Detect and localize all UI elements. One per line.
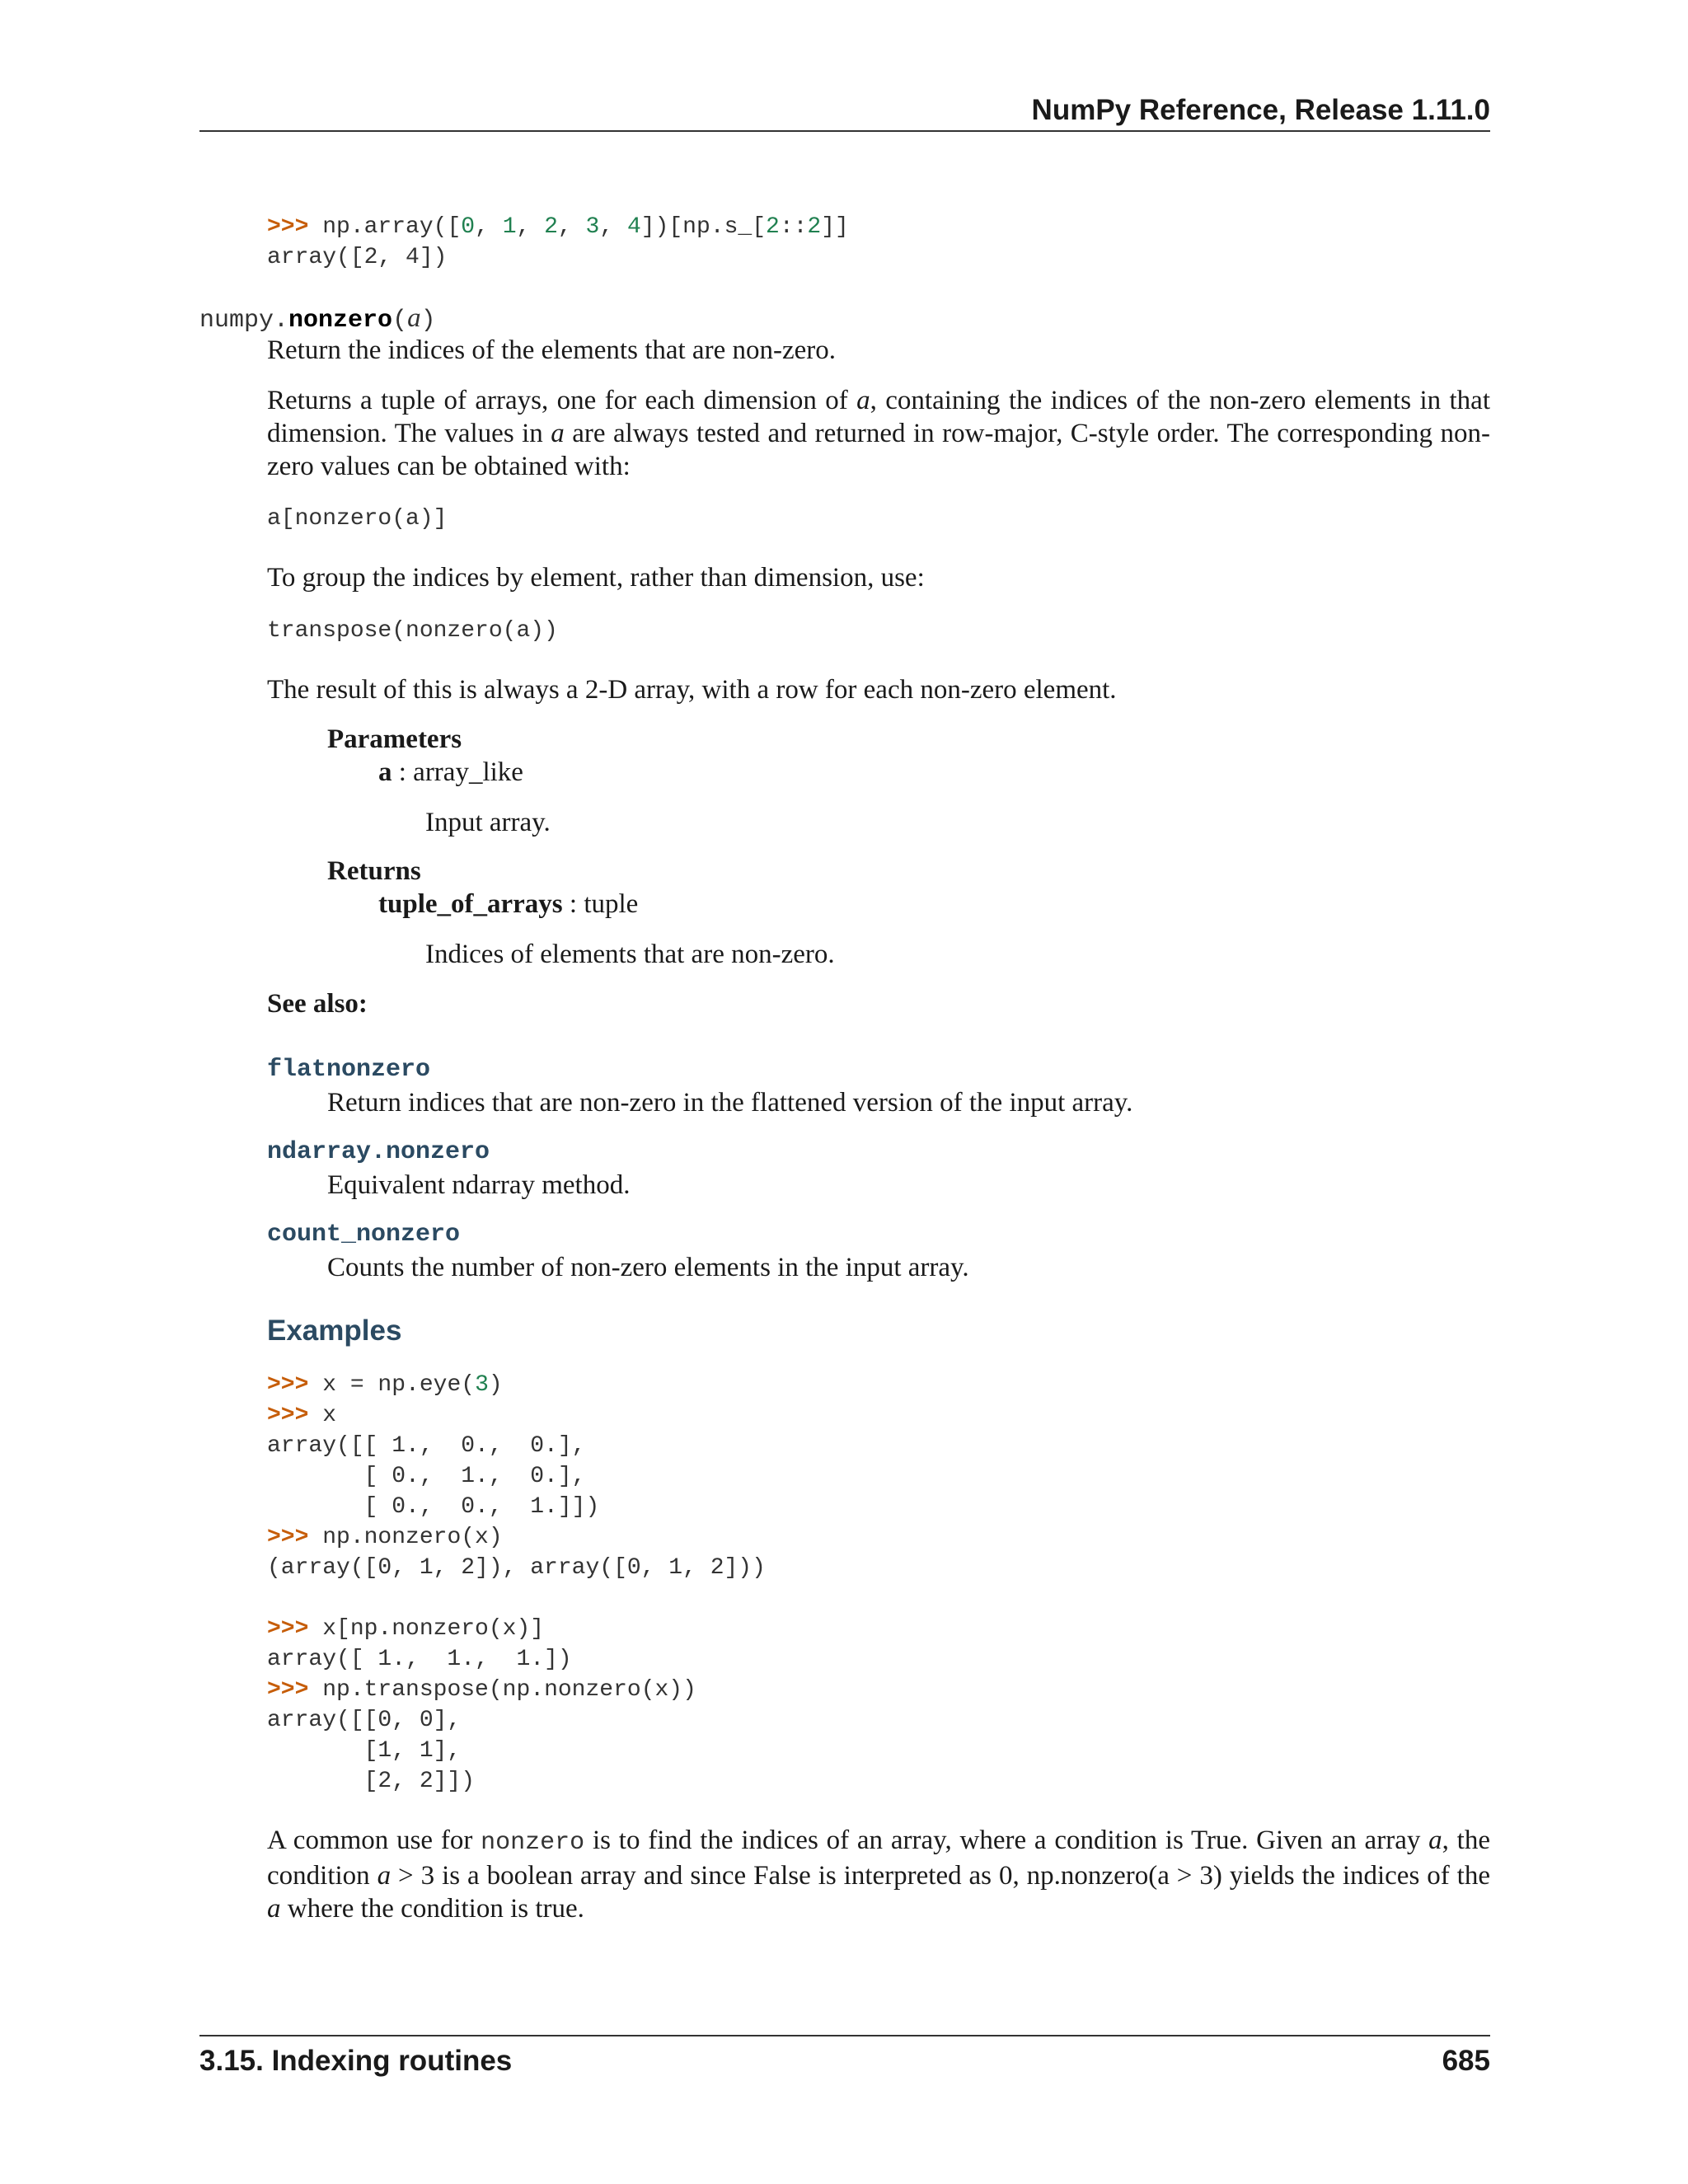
return-type: tuple xyxy=(584,889,639,919)
return-description: Indices of elements that are non-zero. xyxy=(425,940,835,969)
see-also-link-ndarray-nonzero[interactable]: ndarray.nonzero xyxy=(267,1138,490,1166)
code-nonzero-values: a[nonzero(a)] xyxy=(267,506,448,532)
returns-heading: Returns xyxy=(327,856,421,886)
page-number: 685 xyxy=(1442,2045,1490,2077)
see-also-heading: See also: xyxy=(267,989,368,1019)
return-name: tuple_of_arrays xyxy=(378,889,563,919)
function-signature: numpy.nonzero(a) xyxy=(199,303,436,335)
examples-code-block-2: >>> x[np.nonzero(x)] array([ 1., 1., 1.]) >>> np.transpose(np.nonzero(x)) array([[0, 0], [1, 1], [2, 2]]) xyxy=(267,1616,696,1794)
parameter-name: a xyxy=(378,757,392,787)
usage-paragraph: A common use for nonzero is to find the indices of an array, where a condition is True. Given an array a, the condition a > 3 is a boolean array and since False is interpreted as 0, np.nonzero(a > 3) yields the indices of the a where the condition is true. xyxy=(267,1825,1491,1924)
result-paragraph: The result of this is always a 2-D array, with a row for each non-zero element. xyxy=(267,675,1117,705)
top-code-block: >>> np.array([0, 1, 2, 3, 4])[np.s_[2::2]] array([2, 4]) xyxy=(267,214,849,270)
header-title: NumPy Reference, Release 1.11.0 xyxy=(1031,94,1490,126)
page-footer xyxy=(199,2035,1490,2077)
parameters-heading: Parameters xyxy=(327,724,462,754)
parameter-type: array_like xyxy=(413,757,523,787)
code-output: array([2, 4]) xyxy=(267,245,448,270)
function-name: nonzero xyxy=(288,307,393,335)
page-header xyxy=(199,89,1490,132)
code-prompt: >>> xyxy=(267,214,309,240)
footer-section: 3.15. Indexing routines xyxy=(199,2045,513,2077)
examples-code-block: >>> x = np.eye(3) >>> x array([[ 1., 0., 0.], [ 0., 1., 0.], [ 0., 0., 1.]]) >>> np.nonzero(x) (array([0, 1, 2]), array([0, 1, 2])) xyxy=(267,1372,766,1581)
description-paragraph: Returns a tuple of arrays, one for each dimension of a, containing the indices of the non-zero elements in that dimension. The values in a are always tested and returned in row-major, C-style order. The corresponding non-zero values can be obtained with: xyxy=(267,386,1490,481)
function-summary: Return the indices of the elements that are non-zero. xyxy=(267,335,836,365)
see-also-desc: Equivalent ndarray method. xyxy=(327,1170,631,1200)
function-arg: a xyxy=(407,303,421,333)
parameter-description: Input array. xyxy=(425,808,551,837)
inline-code: nonzero xyxy=(481,1829,585,1857)
examples-heading: Examples xyxy=(267,1315,402,1347)
see-also-link-count-nonzero[interactable]: count_nonzero xyxy=(267,1221,461,1249)
group-paragraph: To group the indices by element, rather than dimension, use: xyxy=(267,563,925,593)
parameter-entry: a : array_like xyxy=(378,757,523,787)
see-also-desc: Return indices that are non-zero in the flattened version of the input array. xyxy=(327,1088,1133,1118)
code-transpose: transpose(nonzero(a)) xyxy=(267,618,558,644)
see-also-desc: Counts the number of non-zero elements in the input array. xyxy=(327,1253,969,1282)
return-entry: tuple_of_arrays : tuple xyxy=(378,889,639,919)
see-also-link-flatnonzero[interactable]: flatnonzero xyxy=(267,1056,431,1084)
